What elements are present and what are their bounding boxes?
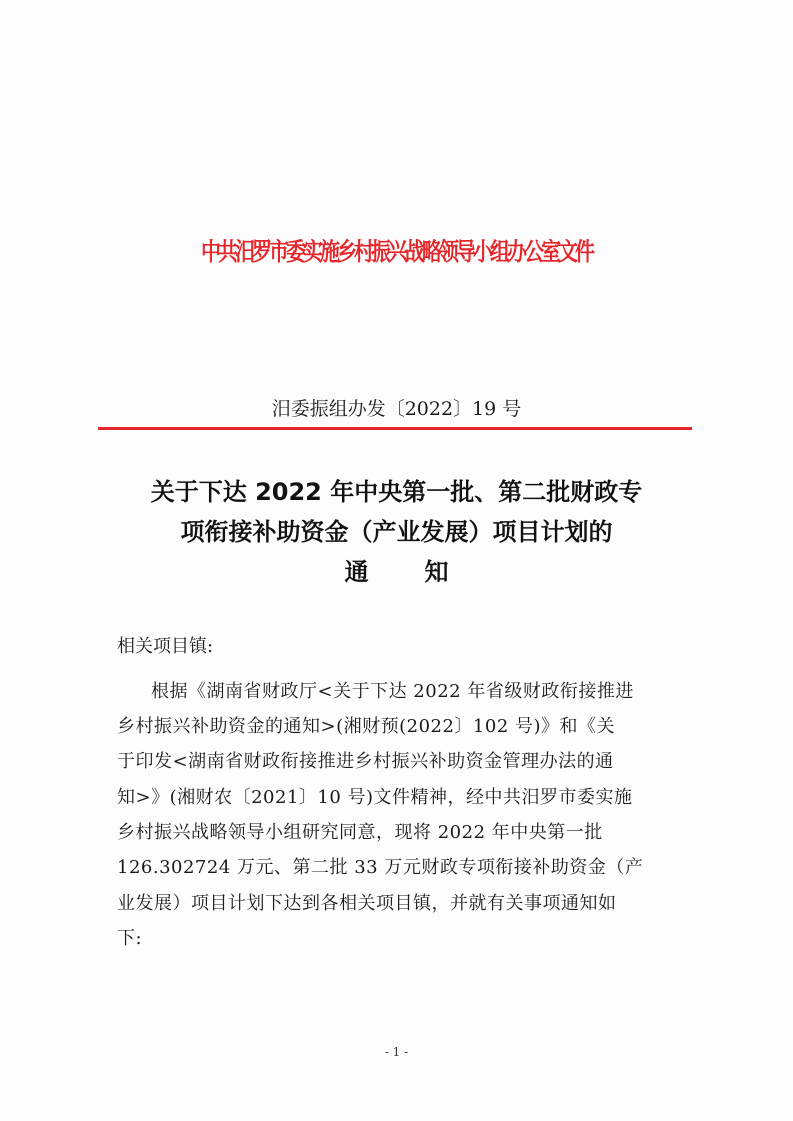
title-line-3	[0, 552, 793, 587]
paragraph-line: 126.302724 万元、第二批 33 万元财政专项衔接补助资金（产	[117, 857, 644, 878]
paragraph-line: 根据《湖南省财政厅<关于下达 2022 年省级财政衔接推进	[151, 681, 634, 702]
paragraph-line: 知>》(湘财农〔2021〕10 号)文件精神，经中共汨罗市委实施	[117, 787, 633, 808]
issuer-header: 中共汨罗市委实施乡村振兴战略领导小组办公室文件	[201, 236, 592, 267]
title-word-tong: 通	[344, 558, 369, 586]
title-line-1: 关于下达 2022 年中央第一批、第二批财政专	[150, 478, 643, 506]
paragraph-line: 业发展）项目计划下达到各相关项目镇，并就有关事项通知如	[117, 893, 617, 914]
title-word-zhi: 知	[424, 558, 449, 586]
paragraph-line: 乡村振兴补助资金的通知>(湘财预(2022〕102 号)》和《关	[117, 716, 616, 737]
paragraph-line: 下:	[117, 928, 143, 949]
red-divider-line	[98, 427, 692, 430]
paragraph-line: 乡村振兴战略领导小组研究同意，现将 2022 年中央第一批	[117, 822, 603, 843]
paragraph-line: 于印发<湖南省财政衔接推进乡村振兴补助资金管理办法的通	[117, 751, 614, 772]
title-line-2: 项衔接补助资金（产业发展）项目计划的	[180, 518, 613, 546]
salutation: 相关项目镇:	[117, 636, 214, 657]
page-number: - 1 -	[384, 1045, 409, 1059]
document-number: 汨委振组办发〔2022〕19 号	[271, 398, 522, 420]
